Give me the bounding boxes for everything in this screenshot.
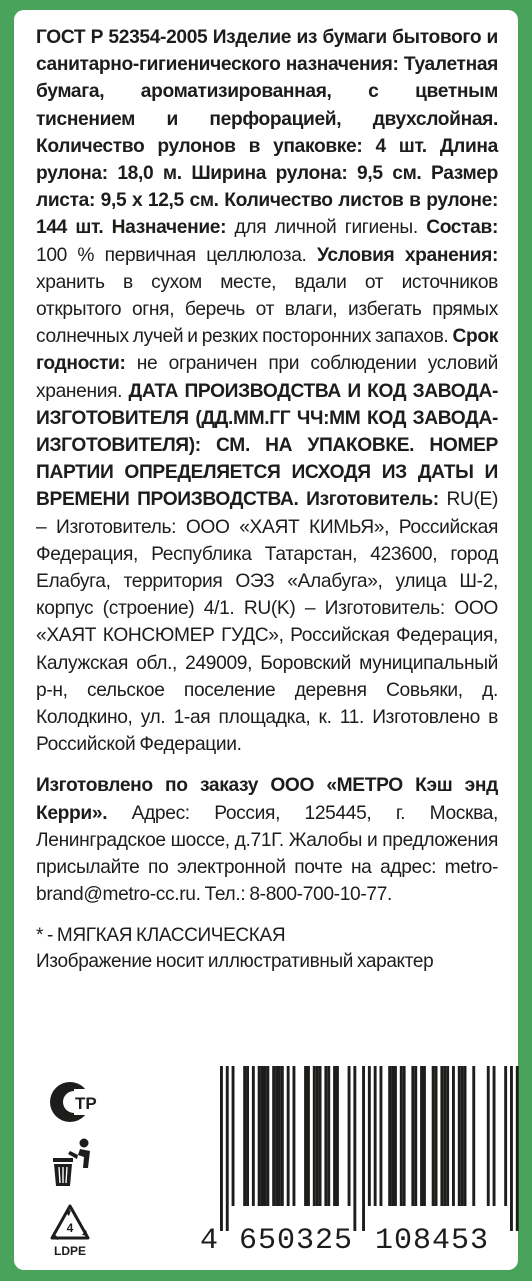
barcode-bar — [487, 1066, 490, 1206]
barcode-bar — [261, 1066, 264, 1206]
barcode-bar — [458, 1066, 461, 1206]
barcode-bar — [362, 1066, 365, 1231]
barcode-bar — [307, 1066, 310, 1206]
production-date-note: ДАТА ПРОИЗВОДСТВА И КОД ЗАВОДА-ИЗГОТОВИТЕЛЯ (ДД.ММ.ГГ ЧЧ:ММ КОД ЗАВОДА-ИЗГОТОВИТЕЛЯ): СМ. НА УПАКОВКЕ. НОМЕР ПАРТИИ ОПРЕДЕЛЯЕТСЯ ИСХОДЯ ИЗ ДАТЫ И ВРЕМЕНИ ПРОИЗВОДСТВА. — [36, 380, 498, 511]
barcode-bar — [400, 1066, 403, 1206]
barcode-bar — [446, 1066, 449, 1206]
barcode-bar — [275, 1066, 278, 1206]
barcode-bar — [440, 1066, 443, 1206]
barcode-bar — [287, 1066, 290, 1206]
barcode-bar — [411, 1066, 414, 1206]
barcode-bar — [391, 1066, 394, 1206]
barcode-bar — [316, 1066, 319, 1206]
barcode-bar — [246, 1066, 249, 1206]
asterisk-note: * - МЯГКАЯ КЛАССИЧЕСКАЯ — [36, 924, 286, 946]
barcode-bar — [272, 1066, 275, 1206]
barcode-bar — [461, 1066, 464, 1206]
barcode-bar — [516, 1066, 519, 1231]
purpose-value: для личной гигиены. — [226, 217, 427, 239]
barcode-left-group: 650325 — [239, 1224, 354, 1258]
product-info-paragraph — [36, 24, 498, 758]
barcode-bar — [394, 1066, 397, 1206]
barcode-bar — [264, 1066, 267, 1206]
barcode-bar — [258, 1066, 261, 1206]
shelf-life-label: Срок годности: — [36, 326, 498, 375]
product-label-text — [36, 24, 498, 975]
barcode-right-group: 108453 — [375, 1224, 490, 1258]
recycling-material-label: LDPE — [53, 1244, 87, 1258]
shelf-life-value: не ограничен при соблюдении условий хранения. — [36, 353, 498, 402]
barcode-bars — [200, 1066, 520, 1231]
barcode-bar — [464, 1066, 467, 1206]
barcode-first-digit: 4 — [200, 1224, 220, 1258]
icon-column — [48, 1076, 104, 1281]
illustrative-note: Изображение носит иллюстративный характер — [36, 950, 434, 972]
barcode-bar — [324, 1066, 327, 1206]
manufacturer-value: RU(E) – Изготовитель: ООО «ХАЯТ КИМЬЯ», Российская Федерация, Республика Татарстан, 423600, город Елабуга, территория ОЭЗ «Алабуга», улица Ш-2, корпус (строение) 4/1. RU(K) – Изготовитель: ООО «ХАЯТ КОНСЮМЕР ГУДС», Российская Федерация, Калужская обл., 249009, Боровский муниципальный р-н, сельское поселение деревня Совьяки, д. Колодкино, ул. 1-ая площадка, к. 11. Изготовлено в Российской Федерации. — [36, 489, 498, 756]
barcode-bar — [493, 1066, 496, 1206]
barcode-bar — [333, 1066, 336, 1206]
barcode-bar — [423, 1066, 426, 1206]
barcode-bar — [232, 1066, 235, 1206]
barcode-bar — [220, 1066, 223, 1231]
barcode-bar — [472, 1066, 475, 1206]
barcode-bar — [432, 1066, 435, 1206]
barcode-bar — [313, 1066, 316, 1206]
barcode-bar — [435, 1066, 438, 1206]
composition-value: 100 % первичная целлюлоза. — [36, 244, 317, 266]
composition-label: Состав: — [426, 217, 498, 239]
manufacturer-label: Изготовитель: — [306, 489, 439, 511]
barcode-bar — [380, 1066, 383, 1206]
barcode-bar — [374, 1066, 377, 1206]
barcode-area — [200, 1066, 520, 1266]
storage-label: Условия хранения: — [317, 244, 498, 266]
barcode-bar — [403, 1066, 406, 1206]
barcode-bar — [504, 1066, 507, 1206]
ordered-by-address: Адрес: Россия, 125445, г. Москва, Ленинградское шоссе, д.71Г. Жалобы и предложения присылайте по электронной почте на адрес: metro-brand@metro-cc.ru. Тел.: 8-800-700-10-77. — [36, 802, 498, 906]
storage-value: хранить в сухом месте, вдали от источников открытого огня, беречь от влаги, избегать прямых солнечных лучей и резких посторонних запахов. — [36, 271, 498, 348]
barcode-bar — [420, 1066, 423, 1206]
dispose-in-bin-icon — [53, 1139, 90, 1187]
barcode-bar — [304, 1066, 307, 1206]
barcode-bar — [388, 1066, 391, 1206]
barcode-bar — [414, 1066, 417, 1206]
barcode-bar — [368, 1066, 371, 1206]
recycling-ldpe-icon — [52, 1206, 88, 1258]
barcode-bar — [443, 1066, 446, 1206]
ordered-by-label: Изготовлено по заказу ООО «МЕТРО Кэш энд Керри». — [36, 775, 498, 824]
label-card — [14, 10, 518, 1270]
barcode-bar — [348, 1066, 351, 1206]
conformity-mark-icon — [50, 1082, 97, 1122]
recycling-code: 4 — [66, 1221, 74, 1235]
barcode-digits — [200, 1224, 489, 1258]
barcode-bar — [452, 1066, 455, 1206]
barcode-bar — [293, 1066, 296, 1206]
barcode-bar — [278, 1066, 281, 1206]
ordered-by-paragraph — [36, 772, 498, 908]
barcode-bar — [266, 1066, 269, 1206]
barcode-bar — [226, 1066, 229, 1231]
standard-and-product-spec: ГОСТ Р 52354-2005 Изделие из бумаги бытового и санитарно-гигиенического назначения: Туалетная бумага, ароматизированная, с цветным тиснением и перфорацией, двухслойная. Количество рулонов в упаковке: 4 шт. Длина рулона: 18,0 м. Ширина рулона: 9,5 см. Размер листа: 9,5 х 12,5 см. Количество листов в рулоне: 144 шт. Назначение: — [36, 27, 498, 239]
barcode-bar — [252, 1066, 255, 1206]
conformity-mark-text: ТР — [75, 1094, 97, 1113]
barcode-bar — [243, 1066, 246, 1206]
barcode-bar — [327, 1066, 330, 1206]
barcode-bar — [510, 1066, 513, 1231]
barcode-bar — [319, 1066, 322, 1206]
barcode-bar — [353, 1066, 356, 1231]
barcode-bar — [281, 1066, 284, 1206]
barcode-bar — [336, 1066, 339, 1206]
